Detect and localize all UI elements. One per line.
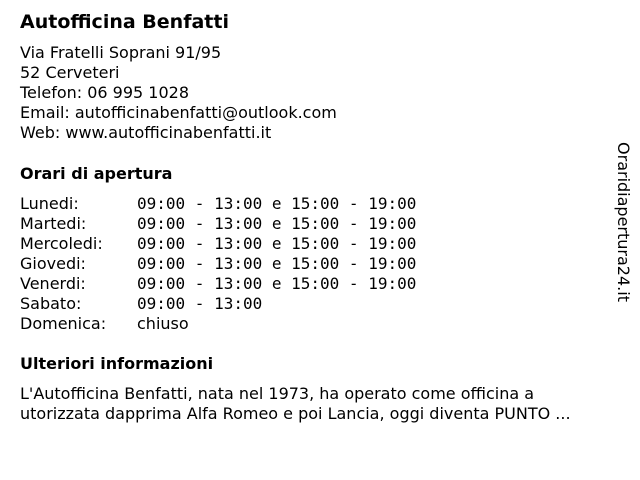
site-name: Oraridiapertura24.it — [614, 142, 633, 302]
hours-row-sunday — [20, 314, 416, 334]
hours-row-tuesday — [20, 214, 416, 234]
day-label: Mercoledi: — [20, 234, 103, 253]
closed-label: chiuso — [137, 314, 189, 333]
description-line: utorizzata dapprima Alfa Romeo e poi Lancia, oggi diventa PUNTO ... — [20, 404, 571, 423]
day-label: Giovedi: — [20, 254, 86, 273]
hours-row-wednesday — [20, 234, 416, 254]
time-range: 09:00 - 13:00 — [137, 294, 263, 313]
time-range: 09:00 - 13:00 e 15:00 - 19:00 — [137, 214, 417, 233]
day-label: Martedi: — [20, 214, 87, 233]
address-city: 52 Cerveteri — [20, 63, 120, 82]
email-address: Email: autofficinabenfatti@outlook.com — [20, 103, 337, 122]
day-label: Sabato: — [20, 294, 82, 313]
time-range: 09:00 - 13:00 e 15:00 - 19:00 — [137, 274, 417, 293]
more-info-title: Ulteriori informazioni — [20, 354, 214, 373]
hours-row-thursday — [20, 254, 416, 274]
business-name: Autofficina Benfatti — [20, 11, 229, 33]
business-description — [20, 384, 620, 424]
description-line: L'Autofficina Benfatti, nata nel 1973, ha operato come officina a — [20, 384, 535, 403]
contact-info — [20, 43, 337, 143]
day-label: Venerdi: — [20, 274, 86, 293]
time-range: 09:00 - 13:00 e 15:00 - 19:00 — [137, 234, 417, 253]
opening-hours-title: Orari di apertura — [20, 164, 173, 183]
day-label: Lunedi: — [20, 194, 79, 213]
phone-number: Telefon: 06 995 1028 — [20, 83, 190, 102]
day-label: Domenica: — [20, 314, 107, 333]
website: Web: www.autofficinabenfatti.it — [20, 123, 272, 142]
address-street: Via Fratelli Soprani 91/95 — [20, 43, 222, 62]
opening-hours-table — [20, 194, 416, 334]
time-range: 09:00 - 13:00 e 15:00 - 19:00 — [137, 194, 417, 213]
hours-row-saturday — [20, 294, 416, 314]
site-watermark — [612, 134, 634, 310]
hours-row-monday — [20, 194, 416, 214]
hours-row-friday — [20, 274, 416, 294]
time-range: 09:00 - 13:00 e 15:00 - 19:00 — [137, 254, 417, 273]
